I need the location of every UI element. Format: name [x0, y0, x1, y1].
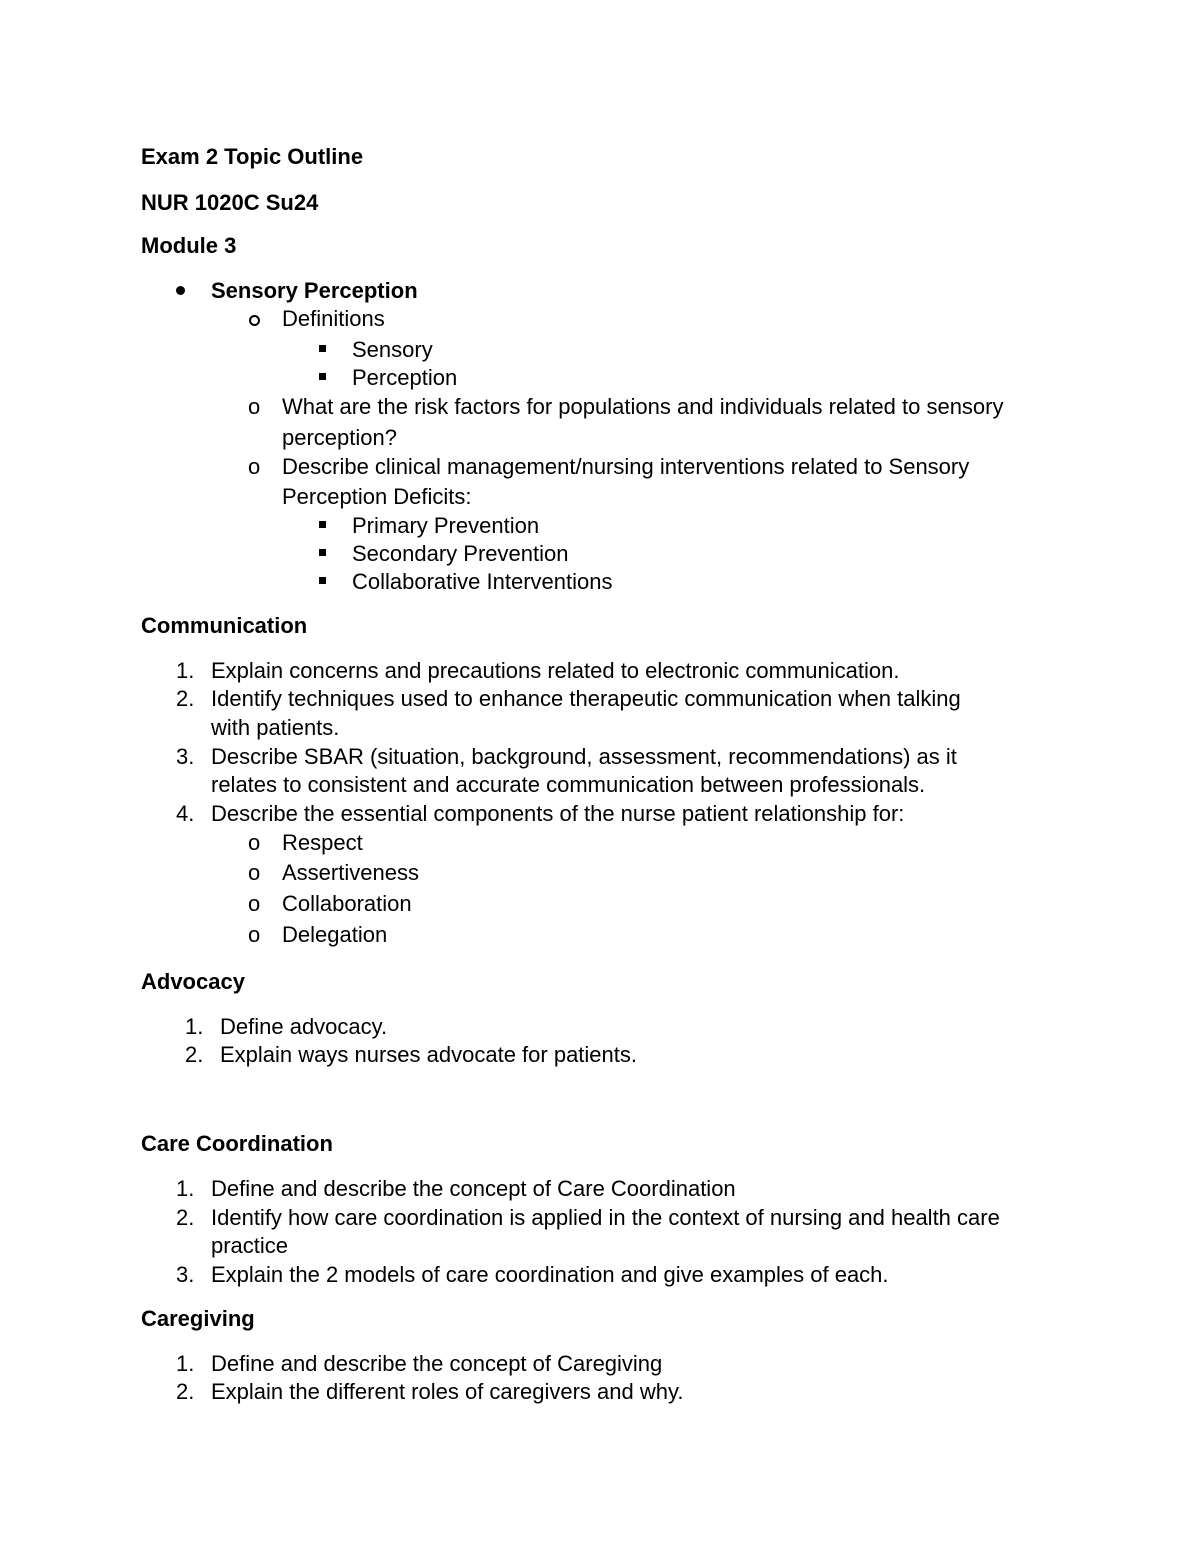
definitions-item: Definitions — [282, 306, 385, 331]
definition-perception: Perception — [352, 365, 458, 390]
collaborative-interventions: Collaborative Interventions — [352, 569, 613, 594]
communication-item-3-line2: relates to consistent and accurate communication between professionals. — [211, 772, 926, 797]
risk-factors-line1: What are the risk factors for populations and individuals related to sensory — [282, 394, 1004, 419]
communication-heading: Communication — [141, 613, 308, 638]
list-number: 2. — [176, 1379, 195, 1404]
definition-sensory: Sensory — [352, 337, 433, 362]
list-number: 1. — [176, 1176, 195, 1201]
sub-item-assertiveness: Assertiveness — [282, 860, 419, 885]
bullet-o-marker: o — [248, 830, 261, 855]
secondary-prevention: Secondary Prevention — [352, 541, 569, 566]
risk-factors-line2: perception? — [282, 425, 397, 450]
bullet-square-icon — [319, 521, 326, 528]
care-coordination-heading: Care Coordination — [141, 1131, 333, 1156]
advocacy-item-2: Explain ways nurses advocate for patients. — [220, 1042, 638, 1067]
list-number: 1. — [185, 1014, 204, 1039]
bullet-o-marker: o — [248, 394, 261, 419]
list-number: 2. — [176, 686, 195, 711]
list-number: 2. — [176, 1205, 195, 1230]
bullet-square-icon — [319, 345, 326, 352]
care-coordination-item-2-line2: practice — [211, 1233, 289, 1258]
bullet-square-icon — [319, 373, 326, 380]
care-coordination-item-3: Explain the 2 models of care coordination and give examples of each. — [211, 1262, 889, 1287]
care-coordination-item-1: Define and describe the concept of Care Coordination — [211, 1176, 736, 1201]
bullet-disc-icon — [176, 286, 185, 295]
course-code: NUR 1020C Su24 — [141, 190, 319, 215]
primary-prevention: Primary Prevention — [352, 513, 540, 538]
clinical-management-line1: Describe clinical management/nursing interventions related to Sensory — [282, 454, 970, 479]
list-number: 2. — [185, 1042, 204, 1067]
document-title: Exam 2 Topic Outline — [141, 144, 364, 169]
caregiving-item-1: Define and describe the concept of Caregiving — [211, 1351, 663, 1376]
communication-item-3-line1: Describe SBAR (situation, background, assessment, recommendations) as it — [211, 744, 957, 769]
communication-item-2-line2: with patients. — [211, 715, 340, 740]
caregiving-heading: Caregiving — [141, 1306, 255, 1331]
bullet-square-icon — [319, 577, 326, 584]
bullet-o-marker: o — [248, 454, 261, 479]
communication-item-2-line1: Identify techniques used to enhance therapeutic communication when talking — [211, 686, 961, 711]
list-number: 4. — [176, 801, 195, 826]
sub-item-delegation: Delegation — [282, 922, 388, 947]
advocacy-item-1: Define advocacy. — [220, 1014, 388, 1039]
caregiving-item-2: Explain the different roles of caregivers and why. — [211, 1379, 684, 1404]
advocacy-heading: Advocacy — [141, 969, 245, 994]
sub-item-collaboration: Collaboration — [282, 891, 412, 916]
bullet-square-icon — [319, 549, 326, 556]
bullet-o-marker: o — [248, 860, 261, 885]
care-coordination-item-2-line1: Identify how care coordination is applied in the context of nursing and health care — [211, 1205, 1000, 1230]
clinical-management-line2: Perception Deficits: — [282, 484, 472, 509]
communication-item-1: Explain concerns and precautions related to electronic communication. — [211, 658, 900, 683]
list-number: 1. — [176, 1351, 195, 1376]
list-number: 1. — [176, 658, 195, 683]
list-number: 3. — [176, 744, 195, 769]
sensory-perception-heading: Sensory Perception — [211, 278, 418, 303]
sub-item-respect: Respect — [282, 830, 363, 855]
bullet-o-marker: o — [248, 922, 261, 947]
bullet-o-marker: o — [248, 891, 261, 916]
list-number: 3. — [176, 1262, 195, 1287]
module-heading: Module 3 — [141, 233, 237, 258]
communication-item-4: Describe the essential components of the nurse patient relationship for: — [211, 801, 905, 826]
bullet-circle-icon — [249, 315, 260, 326]
